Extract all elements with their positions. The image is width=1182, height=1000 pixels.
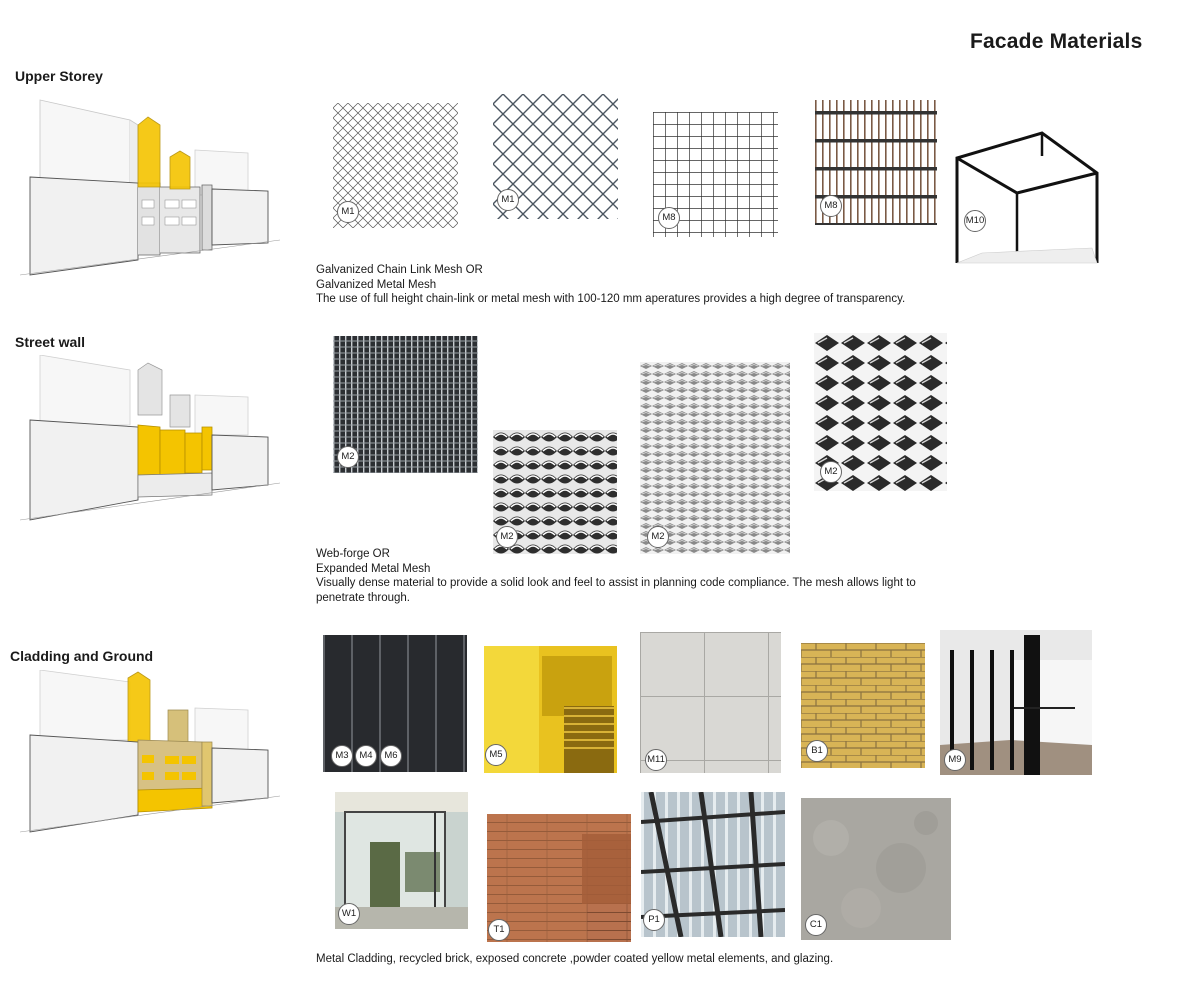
material-code-badge: P1: [643, 909, 665, 931]
description-line: Visually dense material to provide a solid look and feel to assist in planning code compliance. The mesh allows light to penetrate through.: [316, 577, 916, 604]
swatch-metal-balustrade: [940, 630, 1092, 775]
material-code-badge: M1: [497, 189, 519, 211]
swatch-timber-decking: [487, 814, 631, 942]
upper-storey-diagram: [20, 95, 282, 280]
material-code-badge: M6: [380, 745, 402, 767]
swatch-yellow-metal: [484, 646, 617, 773]
description-line: Galvanized Chain Link Mesh OR: [316, 264, 483, 276]
material-code-badge: M8: [658, 207, 680, 229]
swatch-steel-frame: [952, 128, 1100, 266]
swatch-square-mesh: [653, 112, 778, 237]
swatch-large-expanded-mesh: [814, 333, 947, 491]
section-title-upper-storey: Upper Storey: [15, 68, 103, 84]
swatch-concrete-panels: [640, 632, 781, 773]
material-code-badge: M2: [496, 526, 518, 548]
swatch-fine-chain-link: [333, 103, 458, 228]
page-title: Facade Materials: [970, 30, 1143, 53]
material-code-badge: T1: [488, 919, 510, 941]
section-description: [316, 263, 946, 307]
section-title-cladding-and-ground: Cladding and Ground: [10, 648, 154, 664]
swatch-metal-cladding: [323, 635, 467, 772]
material-code-badge: M3: [331, 745, 353, 767]
section-description: [316, 952, 1016, 967]
swatch-recycled-brick: [801, 643, 925, 768]
swatch-expanded-mesh: [493, 430, 617, 554]
swatch-polycarbonate: [641, 792, 785, 937]
material-code-badge: M11: [645, 749, 667, 771]
description-line: Metal Cladding, recycled brick, exposed concrete ,powder coated yellow metal elements, and glazing.: [316, 953, 834, 965]
material-code-badge: M1: [337, 201, 359, 223]
swatch-rod-mesh: [815, 100, 937, 225]
description-line: The use of full height chain-link or metal mesh with 100-120 mm aperatures provides a high degree of transparency.: [316, 293, 906, 305]
description-line: Web-forge OR: [316, 548, 390, 560]
material-code-badge: M4: [355, 745, 377, 767]
swatch-web-forge: [333, 336, 478, 473]
swatch-fine-expanded-mesh: [640, 362, 790, 554]
material-code-badge: M2: [647, 526, 669, 548]
section-description: [316, 547, 946, 605]
street-wall-diagram: [20, 355, 282, 525]
material-code-badge: C1: [805, 914, 827, 936]
material-code-badge: M5: [485, 744, 507, 766]
material-code-badge: M8: [820, 195, 842, 217]
description-line: Expanded Metal Mesh: [316, 562, 431, 575]
swatch-glazing: [335, 792, 468, 929]
cladding-ground-diagram: [20, 670, 282, 840]
material-code-badge: M9: [944, 749, 966, 771]
material-code-badge: M2: [820, 461, 842, 483]
material-code-badge: W1: [338, 903, 360, 925]
swatch-exposed-concrete: [801, 798, 951, 940]
section-title-street-wall: Street wall: [15, 334, 86, 350]
swatch-chain-link: [493, 94, 618, 219]
material-code-badge: M10: [964, 210, 986, 232]
description-line: Galvanized Metal Mesh: [316, 278, 437, 291]
material-code-badge: M2: [337, 446, 359, 468]
material-code-badge: B1: [806, 740, 828, 762]
